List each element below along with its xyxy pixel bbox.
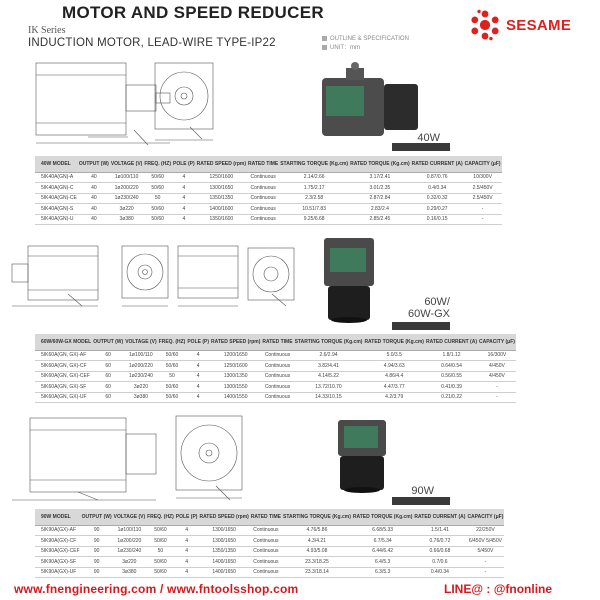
table-cell: 1350/1350	[196, 193, 247, 204]
table-cell: 90	[81, 536, 113, 547]
motor-photo-40w	[312, 60, 422, 142]
table-row	[35, 183, 502, 194]
table-cell: 50	[146, 546, 175, 557]
table-cell: Continuous	[261, 371, 293, 382]
model-column-header: 60W/60W-GX MODEL	[35, 334, 92, 350]
gx-front-view-60w	[244, 244, 304, 310]
column-header: RATED CURRENT (A)	[413, 509, 466, 525]
model-cell: 5IK40A(GN)-S	[35, 204, 78, 215]
table-cell: 90	[81, 557, 113, 568]
column-header: OUTPUT (W)	[78, 156, 110, 172]
column-header: FREQ. (HZ)	[158, 334, 187, 350]
table-cell: 3ø380	[110, 214, 143, 225]
table-cell: 50/60	[158, 350, 187, 361]
model-cell: 5IK90A(GX)-UF	[35, 567, 81, 578]
table-cell: 4	[186, 361, 210, 372]
table-cell: 4.3/4.21	[282, 536, 352, 547]
spec-table-60w	[35, 334, 516, 403]
table-cell: 3ø380	[124, 392, 157, 403]
table-cell: 4/450V	[478, 361, 516, 372]
table-cell: 0.76/0.72	[413, 536, 466, 547]
wattage-badge-60w	[370, 296, 450, 320]
table-cell: 40	[78, 204, 110, 215]
table-cell: 2.3/2.58	[279, 193, 349, 204]
table-cell: 1200/1650	[210, 350, 261, 361]
table-cell: 4.2/3.79	[363, 392, 425, 403]
model-cell: 5IK90A(GX)-CF	[35, 536, 81, 547]
table-cell: Continuous	[247, 172, 279, 183]
table-cell: 50	[143, 193, 172, 204]
table-cell: 40	[78, 172, 110, 183]
table-cell: 6.44/6.42	[352, 546, 414, 557]
table-cell: Continuous	[250, 546, 282, 557]
table-cell: 1250/1600	[210, 361, 261, 372]
table-cell: 4	[175, 536, 199, 547]
table-cell: 23.3/18.14	[282, 567, 352, 578]
model-cell: 5IK40A(GN)-U	[35, 214, 78, 225]
motor-photo-90w	[332, 414, 392, 496]
model-cell: 5IK90A(GX)-SF	[35, 557, 81, 568]
table-cell: 0.66/0.68	[413, 546, 466, 557]
model-column-header: 90W MODEL	[35, 509, 81, 525]
table-header-row	[35, 509, 504, 525]
column-header: VOLTAGE (V)	[113, 509, 146, 525]
table-cell: 4	[175, 557, 199, 568]
table-cell: 60	[92, 371, 124, 382]
table-cell: 3ø220	[124, 382, 157, 393]
model-cell: 5IK60A(GN, GX)-SF	[35, 382, 92, 393]
badge-bar-90w	[392, 497, 450, 505]
column-header: RATED SPEED (rpm)	[198, 509, 249, 525]
table-cell: Continuous	[261, 361, 293, 372]
table-cell: 1400/1600	[196, 204, 247, 215]
model-column-header: 40W MODEL	[35, 156, 78, 172]
table-cell: 60	[92, 350, 124, 361]
table-cell: 1ø100/110	[110, 172, 143, 183]
table-cell: 4	[186, 382, 210, 393]
table-cell: 2.85/2.45	[349, 214, 411, 225]
table-cell: 50/60	[146, 567, 175, 578]
table-cell: 1.75/2.17	[279, 183, 349, 194]
column-header: OUTPUT (W)	[81, 509, 113, 525]
sesame-logo	[468, 8, 571, 42]
model-cell: 5IK40A(GN)-A	[35, 172, 78, 183]
table-cell: 5/450V	[466, 546, 504, 557]
table-cell: 50/60	[143, 204, 172, 215]
table-cell: 2.87/2.84	[349, 193, 411, 204]
table-row	[35, 525, 504, 536]
badge-line-1: 60W/	[424, 296, 450, 308]
column-header: RATED TIME	[261, 334, 293, 350]
table-cell: 50/60	[158, 361, 187, 372]
spec-note-unit: UNIT：mm	[330, 45, 360, 51]
table-cell: 90	[81, 546, 113, 557]
front-view-40w	[150, 55, 220, 150]
table-cell: 1ø200/220	[113, 536, 146, 547]
column-header: RATED TORQUE (Kg.cm)	[349, 156, 411, 172]
table-cell: 50/60	[146, 525, 175, 536]
table-cell: -	[466, 557, 504, 568]
table-cell: -	[464, 214, 502, 225]
column-header: STARTING TORQUE (Kg.cm)	[294, 334, 364, 350]
column-header: FREQ. (HZ)	[143, 156, 172, 172]
table-row	[35, 361, 516, 372]
table-cell: 3ø380	[113, 567, 146, 578]
table-cell: 3.01/2.35	[349, 183, 411, 194]
table-cell: Continuous	[247, 183, 279, 194]
table-row	[35, 204, 502, 215]
table-row	[35, 546, 504, 557]
table-cell: 2.14/2.66	[279, 172, 349, 183]
table-cell: 50/60	[143, 172, 172, 183]
table-cell: 1400/1550	[210, 392, 261, 403]
column-header: STARTING TORQUE (Kg.cm)	[279, 156, 349, 172]
table-cell: 1300/1650	[198, 536, 249, 547]
table-cell: Continuous	[250, 567, 282, 578]
table-cell: 9.25/6.68	[279, 214, 349, 225]
table-cell: 3.82/4.41	[294, 361, 364, 372]
table-row	[35, 382, 516, 393]
spec-table-40w	[35, 156, 502, 225]
table-cell: Continuous	[250, 536, 282, 547]
table-cell: 1400/1650	[198, 557, 249, 568]
table-cell: 40	[78, 214, 110, 225]
table-cell: 0.21/0.22	[425, 392, 478, 403]
table-cell: -	[464, 204, 502, 215]
table-cell: 1ø100/110	[113, 525, 146, 536]
table-cell: 22/250V	[466, 525, 504, 536]
table-cell: 14.33/10.15	[294, 392, 364, 403]
model-cell: 5IK60A(GN, GX)-CF	[35, 361, 92, 372]
table-cell: 50/60	[143, 183, 172, 194]
table-cell: 90	[81, 525, 113, 536]
table-cell: 50/60	[146, 536, 175, 547]
footer-websites: www.fnengineering.com / www.fntoolsshop.com	[14, 582, 299, 596]
table-cell: 5.0/3.5	[363, 350, 425, 361]
table-cell: 6.7/5.34	[352, 536, 414, 547]
table-cell: Continuous	[250, 525, 282, 536]
table-cell: 4	[172, 204, 196, 215]
table-cell: 1300/1550	[210, 382, 261, 393]
column-header: VOLTAGE (V)	[110, 156, 143, 172]
table-cell: 60	[92, 361, 124, 372]
table-row	[35, 536, 504, 547]
table-cell: 6.4/5.3	[352, 557, 414, 568]
table-cell: 4	[175, 546, 199, 557]
table-cell: 1ø230/240	[113, 546, 146, 557]
table-cell: 10.51/7.83	[279, 204, 349, 215]
table-cell: 1300/1650	[196, 183, 247, 194]
front-view-90w	[170, 410, 250, 506]
table-row	[35, 193, 502, 204]
table-body	[35, 350, 516, 403]
table-cell: 4	[172, 172, 196, 183]
table-cell: 4.94/3.63	[363, 361, 425, 372]
table-cell: 6.3/5.3	[352, 567, 414, 578]
table-body	[35, 172, 502, 225]
table-cell: 4	[175, 567, 199, 578]
brand-name: SESAME	[506, 16, 572, 34]
table-cell: Continuous	[247, 193, 279, 204]
table-cell: Continuous	[247, 214, 279, 225]
table-cell: 1.5/1.41	[413, 525, 466, 536]
model-cell: 5IK60A(GN, GX)-CEF	[35, 371, 92, 382]
badge-line-2: 60W-GX	[408, 308, 450, 320]
table-cell: 1ø230/240	[110, 193, 143, 204]
table-cell: 1300/1650	[198, 525, 249, 536]
front-view-60w	[118, 238, 174, 310]
table-cell: 4	[172, 183, 196, 194]
table-cell: 4	[186, 350, 210, 361]
column-header: STARTING TORQUE (Kg.cm)	[282, 509, 352, 525]
table-cell: -	[478, 392, 516, 403]
table-cell: 4	[172, 214, 196, 225]
table-cell: 2.5/450V	[464, 193, 502, 204]
table-row	[35, 392, 516, 403]
table-cell: 4	[186, 392, 210, 403]
table-cell: 0.64/0.54	[425, 361, 478, 372]
wattage-badge-90w: 90W	[411, 485, 434, 497]
column-header: POLE (P)	[172, 156, 196, 172]
column-header: RATED TIME	[250, 509, 282, 525]
table-cell: 60	[92, 382, 124, 393]
table-cell: 13.72/10.70	[294, 382, 364, 393]
table-row	[35, 371, 516, 382]
table-cell: 2.5/450V	[464, 183, 502, 194]
table-cell: 0.41/0.39	[425, 382, 478, 393]
column-header: RATED SPEED (rpm)	[196, 156, 247, 172]
wattage-badge-40w: 40W	[417, 132, 440, 144]
table-cell: 4.14/5.22	[294, 371, 364, 382]
table-cell: 40	[78, 193, 110, 204]
table-row	[35, 214, 502, 225]
table-cell: 4	[172, 193, 196, 204]
column-header: RATED CURRENT (A)	[411, 156, 464, 172]
model-cell: 5IK90A(GX)-CEF	[35, 546, 81, 557]
table-cell: 4.93/5.08	[282, 546, 352, 557]
table-cell: 50/60	[158, 382, 187, 393]
table-cell: Continuous	[247, 204, 279, 215]
model-cell: 5IK90A(GX)-AF	[35, 525, 81, 536]
table-body	[35, 525, 504, 578]
model-cell: 5IK60A(GN, GX)-AF	[35, 350, 92, 361]
section-subtitle: INDUCTION MOTOR, LEAD-WIRE TYPE-IP22	[28, 37, 276, 49]
spec-table-90w	[35, 509, 504, 578]
sesame-logo-icon	[468, 8, 502, 42]
column-header: VOLTAGE (V)	[124, 334, 157, 350]
table-cell: 0.29/0.27	[411, 204, 464, 215]
table-header-row	[35, 334, 516, 350]
column-header: CAPACITY (μF)	[464, 156, 502, 172]
table-cell: 6.68/5.33	[352, 525, 414, 536]
table-cell: Continuous	[261, 350, 293, 361]
table-cell: 40	[78, 183, 110, 194]
spec-notes	[322, 35, 409, 53]
table-cell: 1350/1350	[198, 546, 249, 557]
table-cell: 1250/1600	[196, 172, 247, 183]
column-header: POLE (P)	[186, 334, 210, 350]
column-header: RATED CURRENT (A)	[425, 334, 478, 350]
table-cell: 23.3/18.25	[282, 557, 352, 568]
footer-line-id: LINE@ : @fnonline	[444, 582, 553, 596]
table-cell: 4.76/5.86	[282, 525, 352, 536]
column-header: FREQ. (HZ)	[146, 509, 175, 525]
table-cell: 6/450V 5/450V	[466, 536, 504, 547]
table-cell: 1ø100/110	[124, 350, 157, 361]
table-cell: 90	[81, 567, 113, 578]
table-cell: 4/450V	[478, 371, 516, 382]
table-cell: 4.47/3.77	[363, 382, 425, 393]
table-cell: 1.8/1.12	[425, 350, 478, 361]
table-cell: Continuous	[261, 382, 293, 393]
table-cell: 50/60	[158, 392, 187, 403]
column-header: CAPACITY (μF)	[478, 334, 516, 350]
table-cell: 10/300V	[464, 172, 502, 183]
gx-outline-drawing-60w	[174, 238, 244, 310]
table-cell: 0.16/0.15	[411, 214, 464, 225]
column-header: RATED TIME	[247, 156, 279, 172]
table-cell: 50/60	[143, 214, 172, 225]
badge-bar-40w	[392, 143, 450, 151]
table-cell: 0.4/0.34	[413, 567, 466, 578]
table-cell: 3.17/2.41	[349, 172, 411, 183]
table-cell: Continuous	[261, 392, 293, 403]
badge-bar-60w	[392, 322, 450, 330]
table-cell: 60	[92, 392, 124, 403]
table-cell: 3ø220	[113, 557, 146, 568]
column-header: RATED TORQUE (Kg.cm)	[363, 334, 425, 350]
table-cell: Continuous	[250, 557, 282, 568]
model-cell: 5IK60A(GN, GX)-UF	[35, 392, 92, 403]
table-cell: 50/60	[146, 557, 175, 568]
table-row	[35, 557, 504, 568]
table-cell: 0.32/0.32	[411, 193, 464, 204]
table-cell: 1400/1650	[198, 567, 249, 578]
table-cell: 1ø200/220	[124, 361, 157, 372]
column-header: OUTPUT (W)	[92, 334, 124, 350]
table-row	[35, 172, 502, 183]
table-cell: 4	[175, 525, 199, 536]
table-cell: 2.83/2.4	[349, 204, 411, 215]
table-row	[35, 350, 516, 361]
table-cell: -	[478, 382, 516, 393]
table-cell: 1350/1600	[196, 214, 247, 225]
column-header: RATED TORQUE (Kg.cm)	[352, 509, 414, 525]
table-cell: 0.4/0.34	[411, 183, 464, 194]
column-header: POLE (P)	[175, 509, 199, 525]
spec-note-outline: OUTLINE & SPECIFICATION	[330, 36, 409, 42]
page-title: MOTOR AND SPEED REDUCER	[62, 3, 324, 22]
column-header: RATED SPEED (rpm)	[210, 334, 261, 350]
table-cell: 50	[158, 371, 187, 382]
table-cell: 0.7/0.6	[413, 557, 466, 568]
model-cell: 5IK40A(GN)-C	[35, 183, 78, 194]
table-cell: -	[466, 567, 504, 578]
table-row	[35, 567, 504, 578]
table-cell: 1ø230/240	[124, 371, 157, 382]
table-cell: 4.86/4.4	[363, 371, 425, 382]
table-cell: 16/300V	[478, 350, 516, 361]
series-label: IK Series	[28, 25, 66, 36]
table-cell: 2.6/2.94	[294, 350, 364, 361]
model-cell: 5IK40A(GN)-CE	[35, 193, 78, 204]
table-header-row	[35, 156, 502, 172]
outline-drawing-60w	[8, 238, 118, 310]
table-cell: 3ø220	[110, 204, 143, 215]
table-cell: 1300/1350	[210, 371, 261, 382]
column-header: CAPACITY (μF)	[466, 509, 504, 525]
table-cell: 1ø200/220	[110, 183, 143, 194]
table-cell: 0.56/0.55	[425, 371, 478, 382]
table-cell: 0.87/0.76	[411, 172, 464, 183]
outline-drawing-90w	[8, 412, 168, 504]
table-cell: 4	[186, 371, 210, 382]
